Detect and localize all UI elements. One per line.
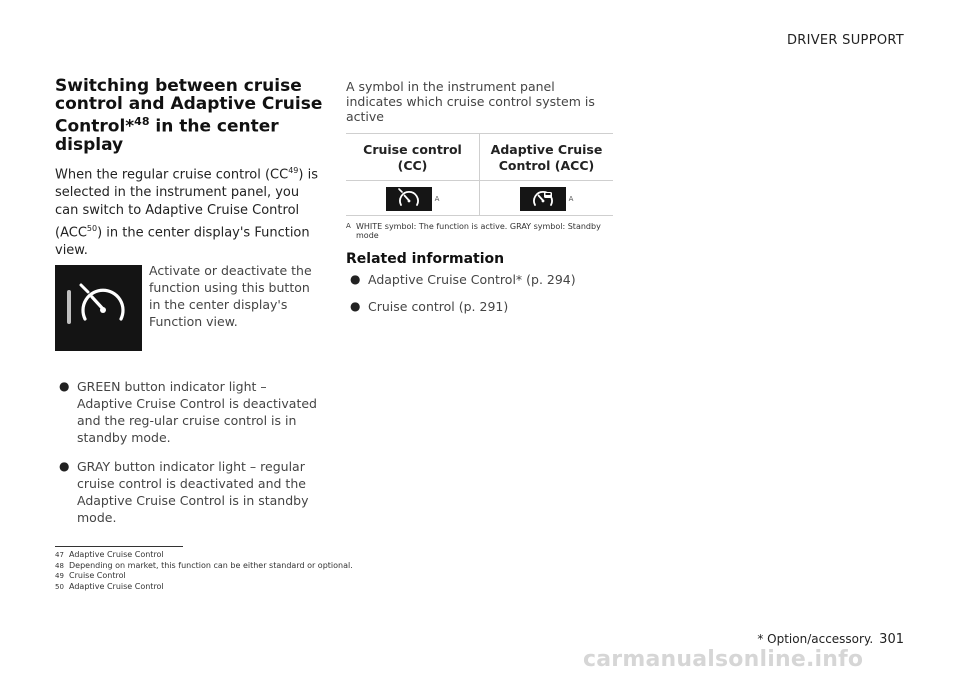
running-header: DRIVER SUPPORT	[786, 33, 904, 48]
table-cell-acc-symbol	[480, 181, 614, 216]
symbol-intro: A symbol in the instrument panel indicates which cruise control system is active	[346, 79, 595, 124]
speedometer-icon	[77, 281, 129, 331]
related-links-list	[346, 271, 613, 315]
footnotes	[55, 550, 353, 592]
button-description: Activate or deactivate the function using this button in the center display's Function view.	[149, 263, 312, 330]
page-footer	[757, 632, 904, 647]
function-button-image	[55, 265, 142, 351]
symbol-table	[346, 133, 613, 216]
indicator-light	[67, 290, 71, 324]
list-item: ● GRAY button indicator light – regular cruise control is deactivated and the Adaptive Cruise Control is in standby mode.	[59, 459, 309, 526]
related-link-acc[interactable]: ● Adaptive Cruise Control* (p. 294)	[350, 272, 576, 287]
right-column	[346, 79, 613, 325]
cruise-control-icon	[386, 187, 432, 211]
indicator-bullet-list	[55, 378, 325, 526]
left-column	[55, 77, 325, 538]
intro-paragraph: When the regular cruise control (CC$^{49}$) is selected in the instrument panel, you can switch to Adaptive Cruise Control (ACC$^{50}$) in the center display's Function view.	[55, 165, 318, 259]
adaptive-cruise-control-icon	[520, 187, 566, 211]
table-header-acc: Adaptive Cruise Control (ACC)	[480, 134, 614, 181]
section-heading: Switching between cruise control and Adaptive Cruise Control*$^{48}$ in the center display	[55, 76, 323, 155]
table-cell-cc-symbol	[346, 181, 480, 216]
table-header-cc: Cruise control (CC)	[346, 134, 480, 181]
table-footnote-mark: A	[568, 195, 574, 203]
bullet-icon: ●	[59, 379, 70, 394]
watermark: carmanualsonline.info	[583, 647, 864, 672]
footnote-divider	[55, 546, 183, 547]
button-illustration-row	[55, 262, 325, 362]
bullet-icon: ●	[59, 459, 70, 474]
related-link-cc[interactable]: ● Cruise control (p. 291)	[350, 299, 509, 314]
related-information-heading: Related information	[346, 251, 505, 267]
table-footnote: A WHITE symbol: The function is active. GRAY symbol: Standby mode	[346, 222, 601, 240]
bullet-icon: ●	[350, 272, 361, 286]
footnote-item: 50 Adaptive Cruise Control	[55, 581, 164, 591]
table-row	[346, 181, 613, 216]
list-item: ● GREEN button indicator light – Adaptive Cruise Control is deactivated and the reg-ular cruise control is in standby mode.	[59, 379, 317, 446]
footnote-item: 48 Depending on market, this function can be either standard or optional.	[55, 560, 353, 570]
page-number: 301	[879, 632, 904, 647]
footnote-item: 47 Adaptive Cruise Control	[55, 550, 164, 559]
option-accessory-note: * Option/accessory.	[757, 632, 874, 646]
footnote-item: 49 Cruise Control	[55, 571, 126, 580]
table-footnote-mark: A	[434, 195, 440, 203]
bullet-icon: ●	[350, 299, 361, 313]
